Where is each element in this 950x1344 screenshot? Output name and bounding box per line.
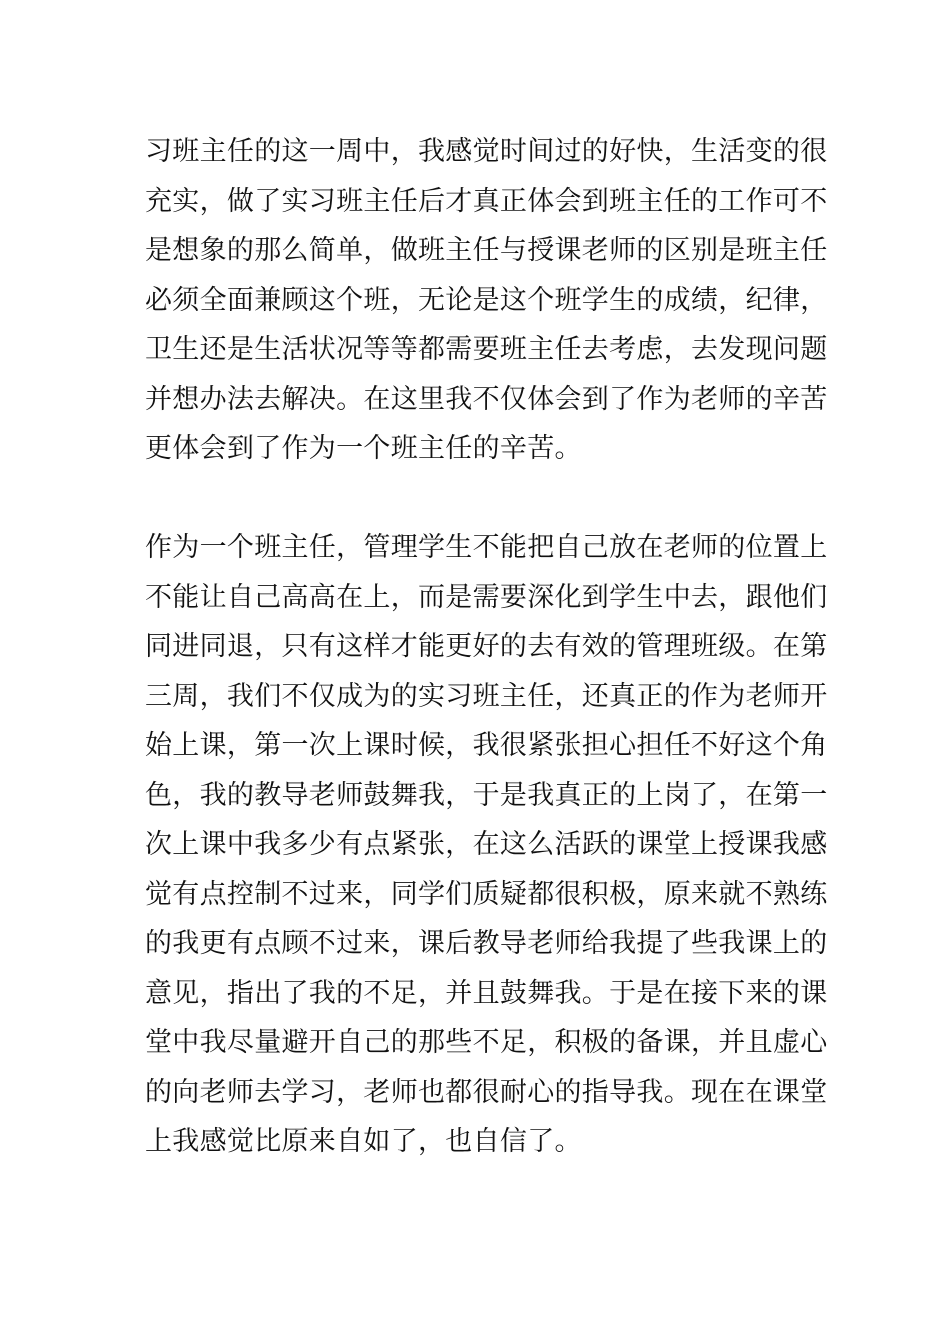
text-line: 始上课，第一次上课时候，我很紧张担心担任不好这个角 [145,730,828,761]
text-line: 觉有点控制不过来，同学们质疑都很积极，原来就不熟练 [145,878,828,910]
text-line: 充实，做了实习班主任后才真正体会到班主任的工作可不 [145,185,828,217]
text-line: 是想象的那么简单，做班主任与授课老师的区别是班主任 [145,235,828,266]
text-line: 的我更有点顾不过来，课后教导老师给我提了些我课上的 [145,928,828,959]
text-line: 色，我的教导老师鼓舞我，于是我真正的上岗了，在第一 [145,779,828,811]
text-line: 同进同退，只有这样才能更好的去有效的管理班级。在第 [145,631,828,662]
text-line: 的向老师去学习，老师也都很耐心的指导我。现在在课堂 [145,1076,828,1108]
paragraph-2 [145,523,828,1167]
text-line: 意见，指出了我的不足，并且鼓舞我。于是在接下来的课 [145,977,828,1009]
text-line: 上我感觉比原来自如了，也自信了。 [145,1126,582,1157]
text-line: 必须全面兼顾这个班，无论是这个班学生的成绩，纪律， [145,284,828,316]
text-line: 堂中我尽量避开自己的那些不足，积极的备课，并且虚心 [145,1027,828,1058]
text-line: 卫生还是生活状况等等都需要班主任去考虑，去发现问题 [145,334,828,365]
text-line: 不能让自己高高在上，而是需要深化到学生中去，跟他们 [145,581,828,613]
paragraph-1 [145,127,828,474]
text-line: 更体会到了作为一个班主任的辛苦。 [145,433,582,464]
text-line: 次上课中我多少有点紧张，在这么活跃的课堂上授课我感 [145,829,828,860]
text-line: 习班主任的这一周中，我感觉时间过的好快，生活变的很 [145,136,828,167]
text-line: 作为一个班主任，管理学生不能把自己放在老师的位置上 [145,532,828,563]
text-line: 并想办法去解决。在这里我不仅体会到了作为老师的辛苦 [145,383,828,415]
text-line: 三周，我们不仅成为的实习班主任，还真正的作为老师开 [145,680,828,712]
